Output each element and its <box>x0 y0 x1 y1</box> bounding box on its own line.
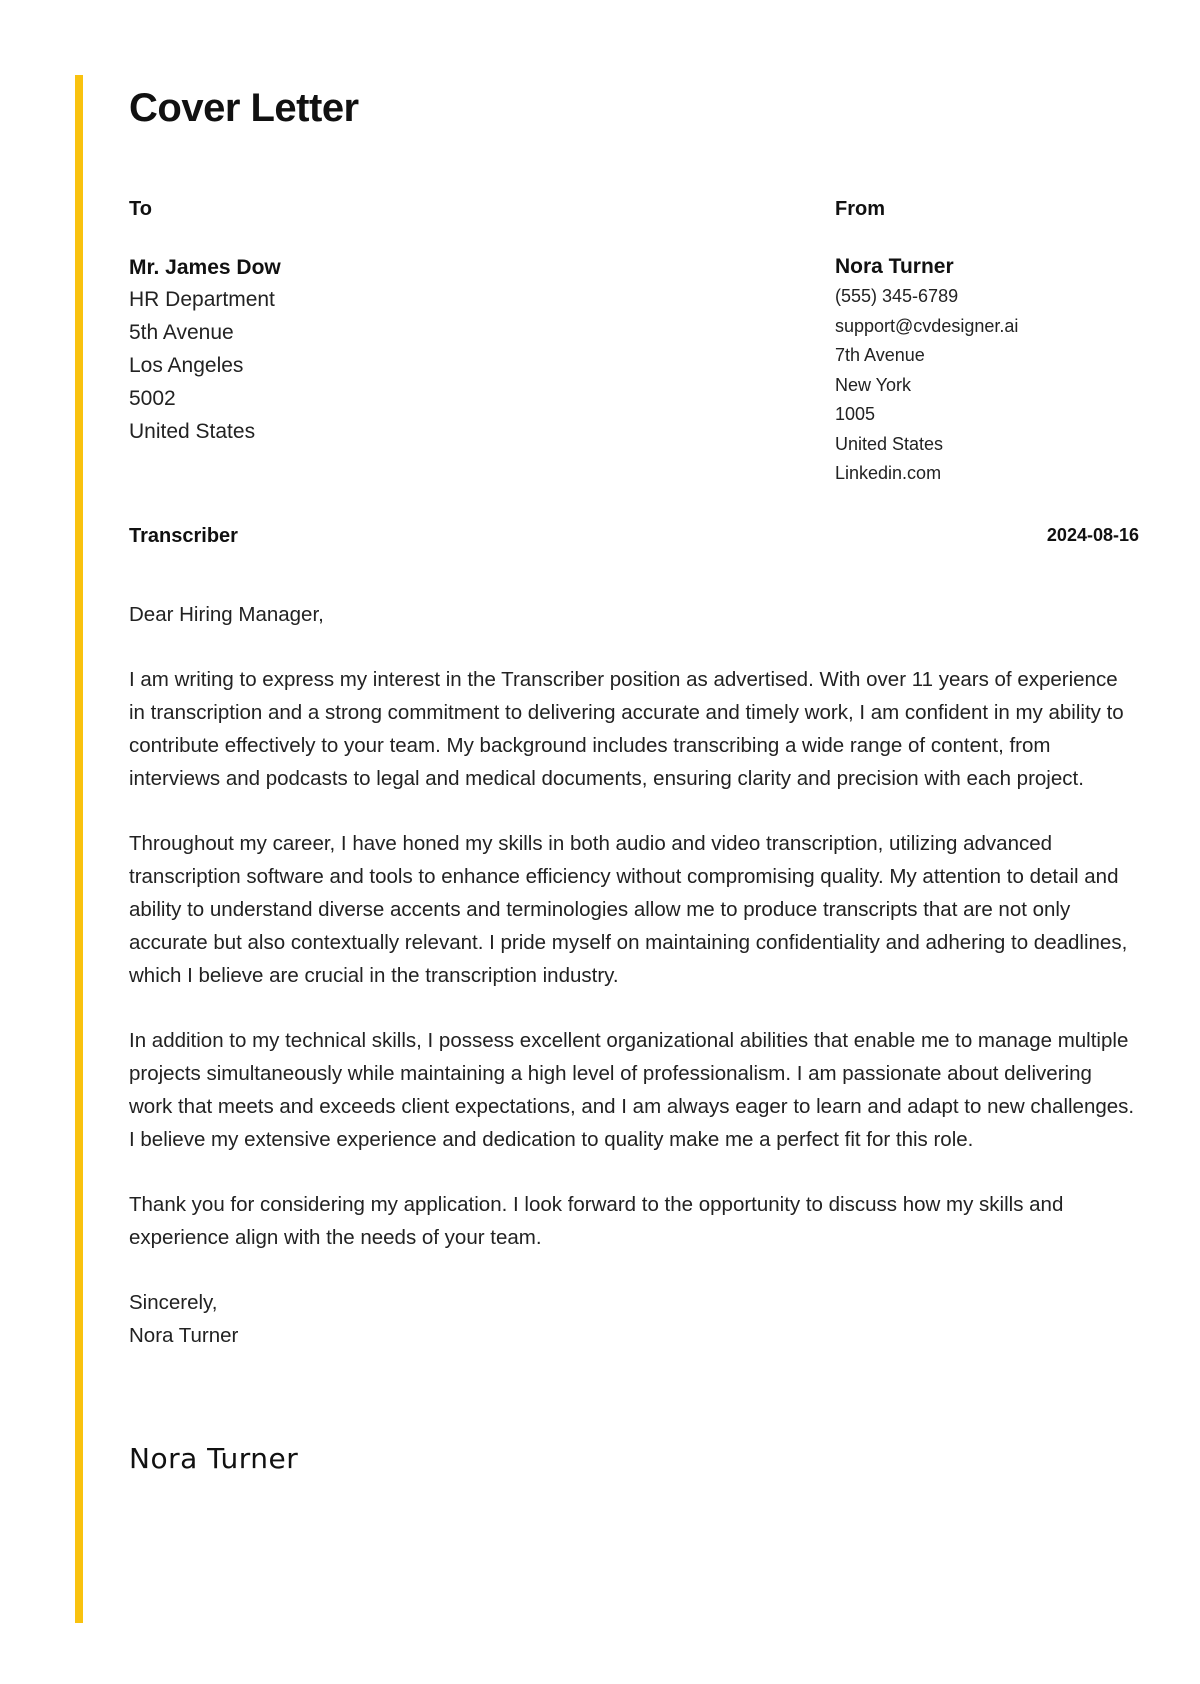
sender-city: New York <box>835 374 912 395</box>
paragraph: Throughout my career, I have honed my skills in both audio and video transcription, utilizing advanced transcription software and tools to enhance efficiency without compromising quality. My attention to detail and ability to understand diverse accents and terminologies allow me to produce transcripts that are not only accurate but also contextually relevant. I pride myself on maintaining confidentiality and adhering to deadlines, which I believe are crucial in the transcription industry. <box>129 832 1128 987</box>
recipient-department: HR Department <box>129 288 275 311</box>
sender-website: Linkedin.com <box>835 463 942 483</box>
sender-email: support@cvdesigner.ai <box>835 315 1019 336</box>
salutation: Dear Hiring Manager, <box>129 603 324 626</box>
sender-street: 7th Avenue <box>835 345 925 365</box>
from-label: From <box>835 198 885 220</box>
recipient-country: United States <box>129 420 256 443</box>
closing: Sincerely, <box>129 1291 218 1314</box>
recipient-city: Los Angeles <box>129 354 244 377</box>
sender-name: Nora Turner <box>835 255 954 278</box>
paragraph: Thank you for considering my application. I look forward to the opportunity to discuss how my skills and experience align with the needs of your team. <box>129 1193 1064 1249</box>
position-title: Transcriber <box>129 525 238 547</box>
letter-date: 2024-08-16 <box>1046 525 1139 545</box>
letter-body <box>129 598 1139 1352</box>
signature: Nora Turner <box>129 1442 299 1475</box>
recipient-address <box>129 253 281 448</box>
closing-name: Nora Turner <box>129 1324 239 1347</box>
sender-phone: (555) 345-6789 <box>835 286 959 306</box>
closing-block <box>129 1286 1139 1352</box>
paragraph: I am writing to express my interest in the Transcriber position as advertised. With over 11 years of experience in transcription and a strong commitment to delivering accurate and timely work, I am confident in my ability to contribute effectively to your team. My background includes transcribing a wide range of content, from interviews and podcasts to legal and medical documents, ensuring clarity and precision with each project. <box>129 668 1124 790</box>
sender-address <box>835 253 1018 489</box>
to-label: To <box>129 198 152 220</box>
recipient-name: Mr. James Dow <box>129 256 281 279</box>
recipient-street: 5th Avenue <box>129 321 234 344</box>
sender-postal-code: 1005 <box>835 404 876 424</box>
accent-bar <box>75 75 83 1623</box>
recipient-postal-code: 5002 <box>129 387 176 410</box>
paragraph: In addition to my technical skills, I possess excellent organizational abilities that enable me to manage multiple projects simultaneously while maintaining a high level of professionalism. I am passionate about delivering work that meets and exceeds client expectations, and I am always eager to learn and adapt to new challenges. I believe my extensive experience and dedication to quality make me a perfect fit for this role. <box>129 1029 1135 1151</box>
sender-country: United States <box>835 433 944 454</box>
page-title: Cover Letter <box>129 86 359 130</box>
